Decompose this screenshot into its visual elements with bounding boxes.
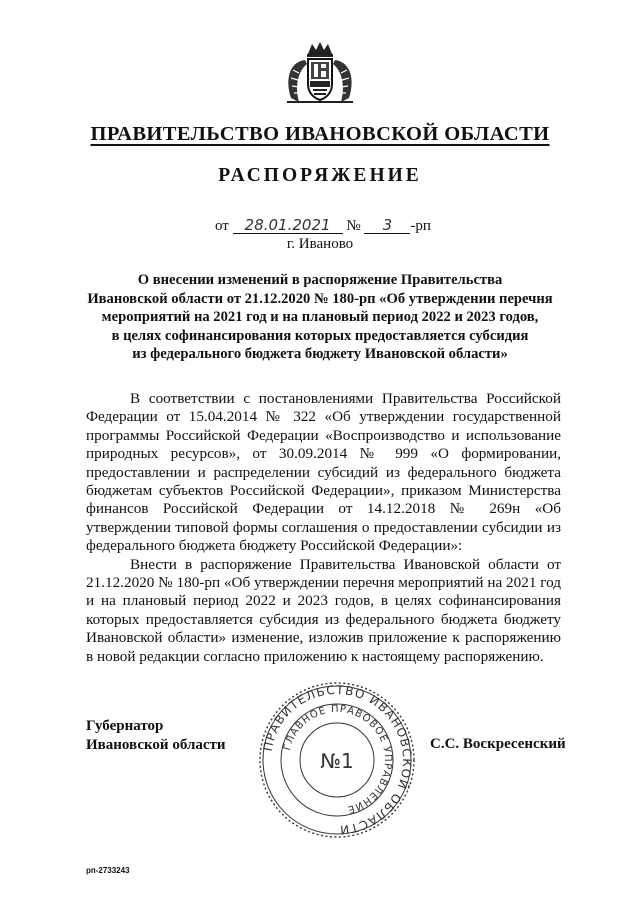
registration-number: рп-2733243: [86, 866, 130, 875]
signer-position: [86, 717, 226, 755]
signer-position-line: Ивановской области: [86, 737, 226, 753]
coat-of-arms-icon: [283, 40, 357, 106]
seal-outer-text: ПРАВИТЕЛЬСТВО ИВАНОВСКОЙ ОБЛАСТИ: [260, 682, 415, 838]
subject-line: из федерального бюджета бюджету Ивановской области»: [132, 346, 508, 363]
date-number-line: [215, 218, 431, 235]
document-subject: [80, 271, 560, 364]
subject-line: в целях софинансирования которых предоставляется субсидия: [111, 327, 529, 344]
date-prefix: от: [215, 218, 229, 234]
seal-number: №1: [320, 749, 354, 773]
subject-line: Ивановской области от 21.12.2020 № 180-рп «Об утверждении перечня: [87, 290, 553, 307]
city: г. Иваново: [286, 236, 354, 252]
seal-inner-text: ГЛАВНОЕ ПРАВОВОЕ УПРАВЛЕНИЕ: [281, 703, 394, 815]
signer-name: С.С. Воскресенский: [430, 736, 566, 752]
number-suffix: -рп: [410, 218, 431, 234]
body-paragraph: В соответствии с постановлениями Правительства Российской Федерации от 15.04.2014 № 322 «Об утверждении государственной программы Российской Федерации «Воспроизводство и использование природных ресурсов», от 30.09.2014 № 999 «О формировании, предоставлении и распределении субсидий из федерального бюджета бюджетам субъектов Российской Федерации», приказом Министерства финансов Российской Федерации от 14.12.2018 № 269н «Об утверждении типовой формы соглашения о предоставлении субсидии из федерального бюджета бюджету Российской Федерации»:: [86, 390, 561, 555]
number-label: №: [346, 218, 361, 234]
document-type: РАСПОРЯЖЕНИЕ: [218, 165, 422, 186]
subject-line: О внесении изменений в распоряжение Правительства: [137, 272, 503, 288]
body-paragraph: Внести в распоряжение Правительства Ивановской области от 21.12.2020 № 180-рп «Об утверждении перечня мероприятий на 2021 год и на плановый период 2022 и 2023 годов, в целях софинансирования которых предоставляется субсидия из федерального бюджета бюджету Ивановской области» изменение, изложив приложение к распоряжению в новой редакции согласно приложению к настоящему распоряжению.: [86, 555, 561, 665]
subject-line: мероприятий на 2021 год и на плановый период 2022 и 2023 годов,: [101, 309, 539, 326]
document-body: [86, 390, 561, 666]
handwritten-date: 28.01.2021: [233, 218, 343, 234]
handwritten-number: 3: [364, 218, 410, 234]
signer-position-line: Губернатор: [86, 718, 164, 734]
official-seal: [258, 680, 416, 840]
government-title: ПРАВИТЕЛЬСТВО ИВАНОВСКОЙ ОБЛАСТИ: [90, 123, 550, 145]
